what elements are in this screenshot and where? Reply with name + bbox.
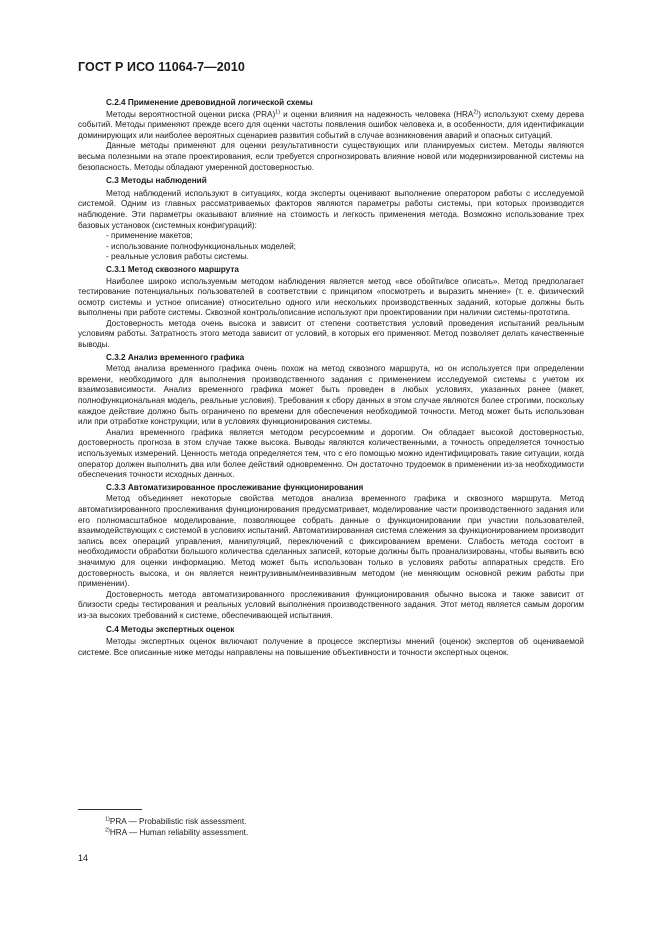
footnote-1: $^{1)}$PRA — Probabilistic risk assessment. xyxy=(105,816,247,826)
footnote-2: $^{2)}$HRA — Human reliability assessment. xyxy=(105,827,249,837)
footnote-ref-1: 1) xyxy=(275,108,281,115)
document-header: ГОСТ Р ИСО 11064-7—2010 xyxy=(78,60,245,74)
list-item: - использование полнофункциональных моделей; xyxy=(106,241,296,251)
section-c32-title: С.3.2 Анализ временного графика xyxy=(106,352,245,362)
list-item: - применение макетов; xyxy=(106,231,193,241)
paragraph-c24-1: Методы вероятностной оценки риска (PRA)$^{1)}$ и оценки влияния на надежность человека (HRA$^{2)}$) используют схему дерева событий. Методы применяют прежде всего для оценки частоты появления ошибок человека и, в особенности, для идентификации доминирующих или наиболее вероятных сценариев развития событий в случае возникновения аварий и опасных ситуаций. xyxy=(78,108,584,140)
paragraph-c32-1: Метод анализа временного графика очень похож на метод сквозного маршрута, но он используется при определении времени, необходимого для выполнения производственного задания с применением исследуемой системы с учетом их взаимозависимости. Анализ временного графика может быть проведен в любых условиях, указанных ранее (макет, полнофункциональная модель, реальные условия). Требования к сбору данных в этом случае являются более строгими, поскольку каждое действие должно быть ограничено по времени для обеспечения необходимой точности. Метод может быть использован или при отработке конструкции, или в условиях функционирования системы. xyxy=(78,364,584,427)
section-c31-title: С.3.1 Метод сквозного маршрута xyxy=(106,264,239,274)
footnote-ref-2: 2) xyxy=(473,108,479,115)
section-c33-title: С.3.3 Автоматизированное прослеживание функционирования xyxy=(106,482,364,492)
paragraph-c4-1: Методы экспертных оценок включают получение в процессе экспертизы мнений (оценок) экспертов об оцениваемой системе. Все описанные ниже методы направлены на повышение объективности и точности экспертных оценок. xyxy=(78,637,584,657)
paragraph-c31-1: Наиболее широко используемым методом наблюдения является метод «все обойти/все описать». Метод предполагает тестирование потенциальных пользователей в соответствии с принципом «посмотреть и выразить мнение» (т. е. физический осмотр системы и устное описание) относительно одного или нескольких производственных заданий, которые должны быть выполнены при работе системы. Сквозной контроль/описание используют при проектировании при наличии системы-прототипа. xyxy=(78,276,584,318)
footnote-divider xyxy=(78,809,142,810)
paragraph-c33-2: Достоверность метода автоматизированного прослеживания функционирования обычно высока и также зависит от близости среды тестирования и реальных условий выполнения производственного задания. Этот метод является самым дорогим из-за высоких требований к системе, обеспечивающей испытания. xyxy=(78,589,584,620)
document-body xyxy=(78,96,584,658)
paragraph-c33-1: Метод объединяет некоторые свойства методов анализа временного графика и сквозного маршрута. Метод автоматизированного прослеживания функционирования предусматривает, моделирование части производственного задания или его полномасштабное моделирование, позволяющее собрать данные о функционировании при участии пользователей, взаимодействующих с системой в условиях испытаний. Автоматизированная система слежения за функционированием производит запись всех операций управления, манипуляций, переключений с фиксированием времени. Слабость метода состоит в необходимости обработки большого количества сделанных записей, которые должны быть проанализированы, чтобы выявить всю значимую для оценки информацию. Метод может быть использован только в условиях работы аппаратных средств. Его достоверность высока, и он является неинтрузивным/неинвазивным методом (не меняющим основной режим работы при применении). xyxy=(78,494,584,589)
section-c3-title: С.3 Методы наблюдений xyxy=(106,176,207,186)
section-c24-title: С.2.4 Применение древовидной логической схемы xyxy=(106,98,313,107)
page-number: 14 xyxy=(78,853,89,863)
paragraph-c32-2: Анализ временного графика является методом ресурсоемким и дорогим. Он обладает высокой достоверностью, достоверность прогноза в этом случае также высока. Выводы являются количественными, а точность определяется точностью используемых измерений. Ценность метода определяется тем, что с его помощью можно идентифицировать такие ситуации, когда оператор должен выполнить два или более действий одновременно. Он достаточно трудоемок в применении из-за необходимости обеспечения точности исходных данных. xyxy=(78,427,584,480)
paragraph-c24-2: Данные методы применяют для оценки результативности существующих или планируемых систем. Методы являются весьма полезными на этапе проектирования, если требуется спрогнозировать влияние новой или модернизированной системы на безопасность. Методы обладают умеренной достоверностью. xyxy=(78,141,584,172)
footnotes xyxy=(105,816,248,838)
paragraph-c3-1: Метод наблюдений используют в ситуациях, когда эксперты оценивают выполнение оператором работы с исследуемой системой. Одним из главных рассматриваемых факторов являются параметры работы системы, при которых производится наблюдение. Эти параметры оказывают влияние на стоимость и легкость применения метода. Возможно использование трех базовых установок (системных конфигураций): xyxy=(78,188,584,230)
list-item: - реальные условия работы системы. xyxy=(106,252,249,262)
section-c4-title: С.4 Методы экспертных оценок xyxy=(106,624,235,634)
paragraph-c31-2: Достоверность метода очень высока и зависит от степени соответствия условий проведения испытаний реальным условиям работы. Затратность этого метода зависит от условий, в которых его применяют. Метод позволяет делать качественные выводы. xyxy=(78,318,584,350)
